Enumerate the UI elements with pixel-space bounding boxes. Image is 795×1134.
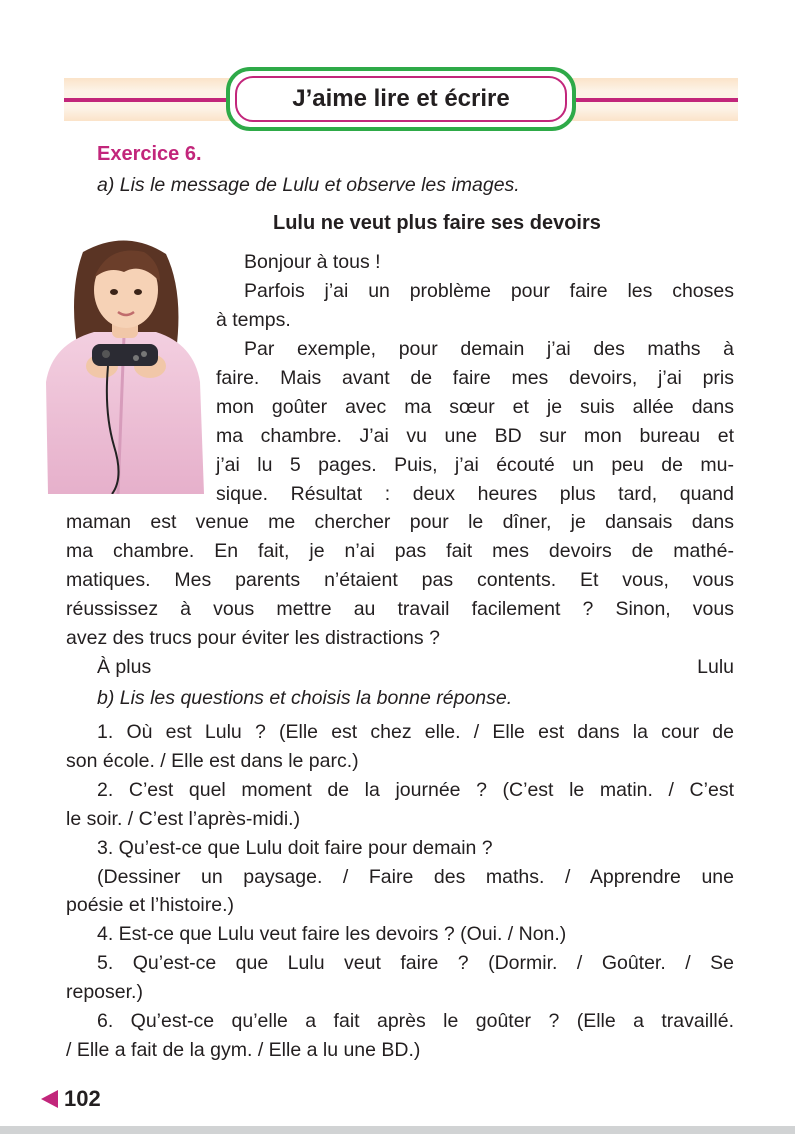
page-title: J’aime lire et écrire <box>235 76 567 122</box>
question-line: 2. C’est quel moment de la journée ? (C’est le matin. / C’est <box>97 778 734 801</box>
header-rule-left <box>64 98 232 102</box>
header-rule-right <box>571 98 738 102</box>
text-line: à temps. <box>216 308 291 331</box>
question-line: 1. Où est Lulu ? (Elle est chez elle. / Elle est dans la cour de <box>97 721 734 743</box>
text-line: ma chambre. J’ai vu une BD sur mon bureau et <box>216 424 734 447</box>
question-line: 6. Qu’est-ce qu’elle a fait après le goûter ? (Elle a travaillé. <box>97 1010 734 1033</box>
question-line: (Dessiner un paysage. / Faire des maths. / Apprendre une <box>97 865 734 888</box>
question-line: / Elle a fait de la gym. / Elle a lu une BD.) <box>66 1038 421 1061</box>
page-number <box>38 1086 101 1112</box>
girl-with-game-controller-image <box>38 232 210 494</box>
signature: Lulu <box>697 656 734 678</box>
header-frame <box>226 67 576 131</box>
text-line: matiques. Mes parents n’étaient pas contents. Et vous, vous <box>66 568 734 591</box>
story-paragraph-1 <box>216 277 734 335</box>
instruction-b: b) Lis les questions et choisis la bonne réponse. <box>97 687 513 709</box>
triangle-left-icon <box>38 1088 60 1110</box>
story-paragraph-2-full <box>66 508 734 653</box>
text-line: sique. Résultat : deux heures plus tard, quand <box>216 482 734 505</box>
question-line: poésie et l’histoire.) <box>66 894 234 917</box>
question-line: le soir. / C’est l’après-midi.) <box>66 807 301 830</box>
instruction-a: a) Lis le message de Lulu et observe les images. <box>97 174 520 196</box>
text-line: faire. Mais avant de faire mes devoirs, j’ai pris <box>216 366 734 389</box>
question-line: 5. Qu’est-ce que Lulu veut faire ? (Dormir. / Goûter. / Se <box>97 952 734 975</box>
page-number-text: 102 <box>64 1086 101 1111</box>
text-line: Parfois j’ai un problème pour faire les choses <box>244 280 734 302</box>
text-line: Par exemple, pour demain j’ai des maths à <box>244 338 734 360</box>
question-line: son école. / Elle est dans le parc.) <box>66 749 359 772</box>
text-line: réussissez à vous mettre au travail facilement ? Sinon, vous <box>66 597 734 620</box>
bottom-bar <box>0 1126 795 1134</box>
story-paragraph-2-wrapped <box>216 335 734 508</box>
question-line: 3. Qu’est-ce que Lulu doit faire pour demain ? <box>97 836 493 859</box>
text-line: maman est venue me chercher pour le dîner, je dansais dans <box>66 511 734 533</box>
story-title: Lulu ne veut plus faire ses devoirs <box>273 212 601 234</box>
question-line: 4. Est-ce que Lulu veut faire les devoirs ? (Oui. / Non.) <box>97 923 567 946</box>
text-line: avez des trucs pour éviter les distractions ? <box>66 626 440 649</box>
question-list <box>66 718 734 1065</box>
text-line: ma chambre. En fait, je n’ai pas fait mes devoirs de mathé- <box>66 539 734 562</box>
greeting: Bonjour à tous ! <box>244 251 381 273</box>
text-line: j’ai lu 5 pages. Puis, j’ai écouté un peu de mu- <box>216 453 734 476</box>
text-line: mon goûter avec ma sœur et je suis allée dans <box>216 395 734 418</box>
signoff: À plus <box>97 656 152 678</box>
question-line: reposer.) <box>66 981 143 1004</box>
exercise-title: Exercice 6. <box>97 143 202 165</box>
